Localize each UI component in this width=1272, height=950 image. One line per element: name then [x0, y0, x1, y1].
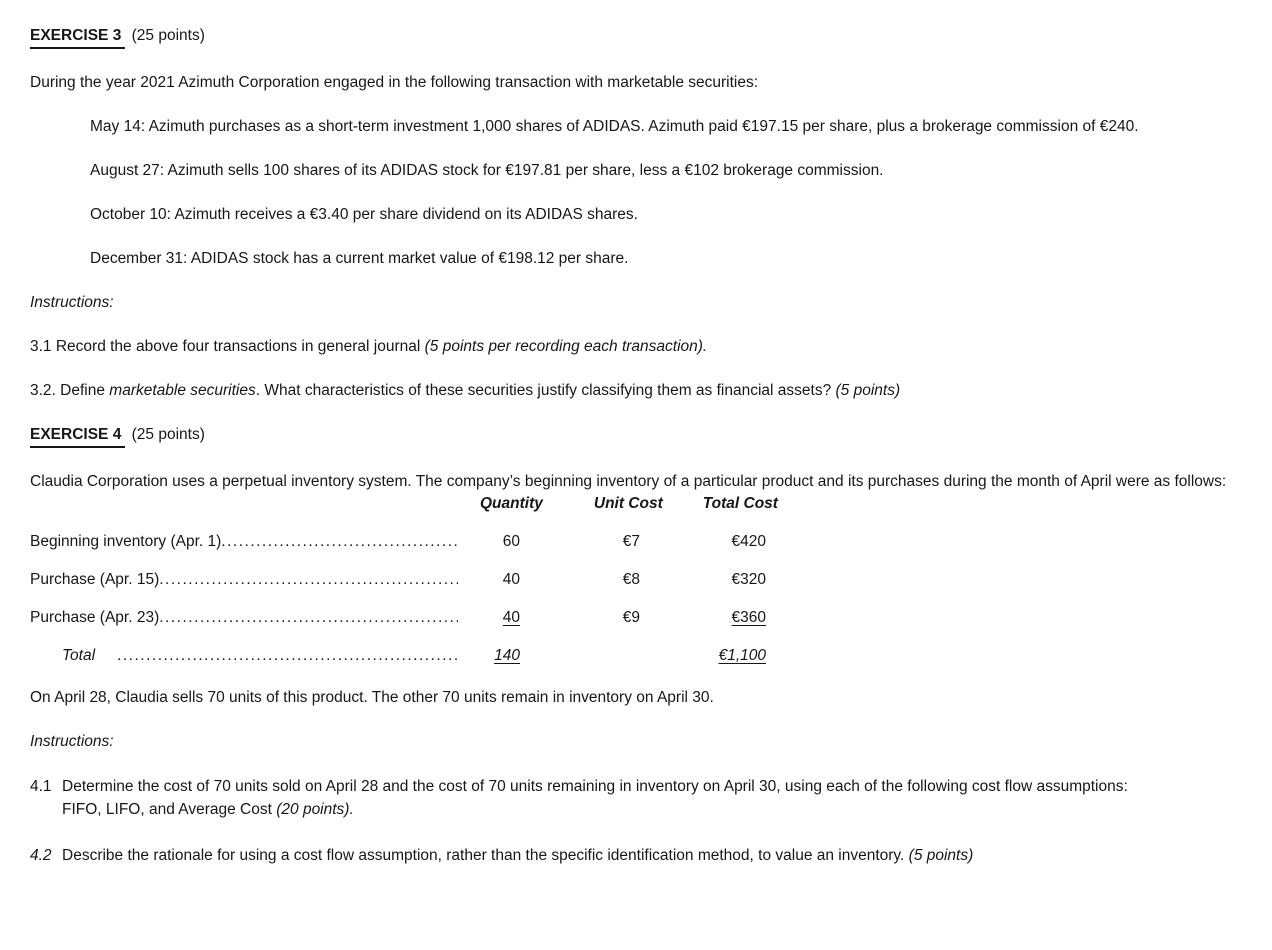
exercise4-heading	[30, 424, 1228, 448]
row-label: Purchase (Apr. 15)	[30, 571, 160, 588]
row-quantity: 40	[502, 571, 520, 588]
header-quantity: Quantity	[480, 495, 543, 512]
table-row-total	[30, 645, 1228, 667]
exercise3-heading	[30, 25, 1228, 49]
instruction-3-2-prefix: 3.2. Define	[30, 382, 110, 399]
exercise4-instructions-label: Instructions:	[30, 733, 114, 750]
dot-leader	[221, 531, 458, 553]
exercise4-title: EXERCISE 4	[30, 424, 125, 448]
table-row-purchase-apr15	[30, 569, 1228, 591]
row-total-cost: €360	[731, 609, 766, 626]
instruction-3-2-points: (5 points)	[835, 382, 901, 399]
row-total-cost: €420	[731, 533, 766, 550]
inventory-table	[30, 493, 1228, 667]
instruction-4-1-line2: FIFO, LIFO, and Average Cost	[62, 801, 277, 818]
header-unit-cost: Unit Cost	[593, 495, 663, 512]
transaction-oct10: October 10: Azimuth receives a €3.40 per share dividend on its ADIDAS shares.	[90, 206, 638, 223]
inventory-table-header	[30, 493, 1228, 515]
row-unit-cost: €7	[622, 533, 640, 550]
row-unit-cost: €8	[622, 571, 640, 588]
exercise4-points: (25 points)	[131, 426, 205, 443]
instruction-3-1-text: 3.1 Record the above four transactions in general journal	[30, 338, 425, 355]
instruction-4-2-text: Describe the rationale for using a cost flow assumption, rather than the specific identification method, to value an inventory.	[62, 847, 909, 864]
transaction-aug27: August 27: Azimuth sells 100 shares of its ADIDAS stock for €197.81 per share, less a €102 brokerage commission.	[90, 162, 884, 179]
table-row-beginning-inventory	[30, 531, 1228, 553]
row-total-cost: €1,100	[718, 647, 766, 664]
row-quantity: 40	[502, 609, 520, 626]
exercise3-points: (25 points)	[131, 27, 205, 44]
instruction-3-2-middle: . What characteristics of these securities justify classifying them as financial assets?	[255, 382, 836, 399]
instruction-4-2-points: (5 points)	[908, 847, 974, 864]
exercise3-intro: During the year 2021 Azimuth Corporation engaged in the following transaction with marketable securities:	[30, 74, 759, 91]
instruction-4-2-number: 4.2	[30, 847, 52, 864]
instruction-3-2-term: marketable securities	[109, 382, 256, 399]
instruction-3-2	[30, 380, 1228, 402]
instruction-4-1-line1: Determine the cost of 70 units sold on April 28 and the cost of 70 units remaining in inventory on April 30, using each of the following cost flow assumptions:	[62, 778, 1128, 795]
dot-leader	[159, 607, 458, 629]
instruction-4-2	[30, 844, 1228, 867]
exercise4-note: On April 28, Claudia sells 70 units of this product. The other 70 units remain in inventory on April 30.	[30, 689, 714, 706]
transaction-may14: May 14: Azimuth purchases as a short-term investment 1,000 shares of ADIDAS. Azimuth paid €197.15 per share, plus a brokerage commission of €240.	[90, 118, 1139, 135]
exercise3-title: EXERCISE 3	[30, 25, 125, 49]
instruction-4-1-points: (20 points).	[276, 801, 354, 818]
dot-leader	[159, 569, 458, 591]
row-quantity: 60	[502, 533, 520, 550]
row-unit-cost: €9	[622, 609, 640, 626]
exercise4-intro: Claudia Corporation uses a perpetual inventory system. The company’s beginning inventory of a particular product and its purchases during the month of April were as follows:	[30, 473, 1227, 490]
transaction-dec31: December 31: ADIDAS stock has a current market value of €198.12 per share.	[90, 250, 629, 267]
row-label: Purchase (Apr. 23)	[30, 609, 160, 626]
table-row-purchase-apr23	[30, 607, 1228, 629]
instruction-4-1-number: 4.1	[30, 778, 52, 795]
row-unit-cost	[520, 645, 640, 667]
row-total-cost: €320	[731, 571, 766, 588]
exercise3-instructions-label: Instructions:	[30, 294, 114, 311]
header-total-cost: Total Cost	[702, 495, 778, 512]
instruction-3-1	[30, 336, 1228, 358]
instruction-4-1	[30, 775, 1228, 821]
row-label: Beginning inventory (Apr. 1)	[30, 533, 222, 550]
row-quantity: 140	[494, 647, 520, 664]
row-label: Total	[62, 647, 96, 664]
dot-leader	[95, 645, 458, 667]
instruction-3-1-points: (5 points per recording each transaction).	[424, 338, 708, 355]
